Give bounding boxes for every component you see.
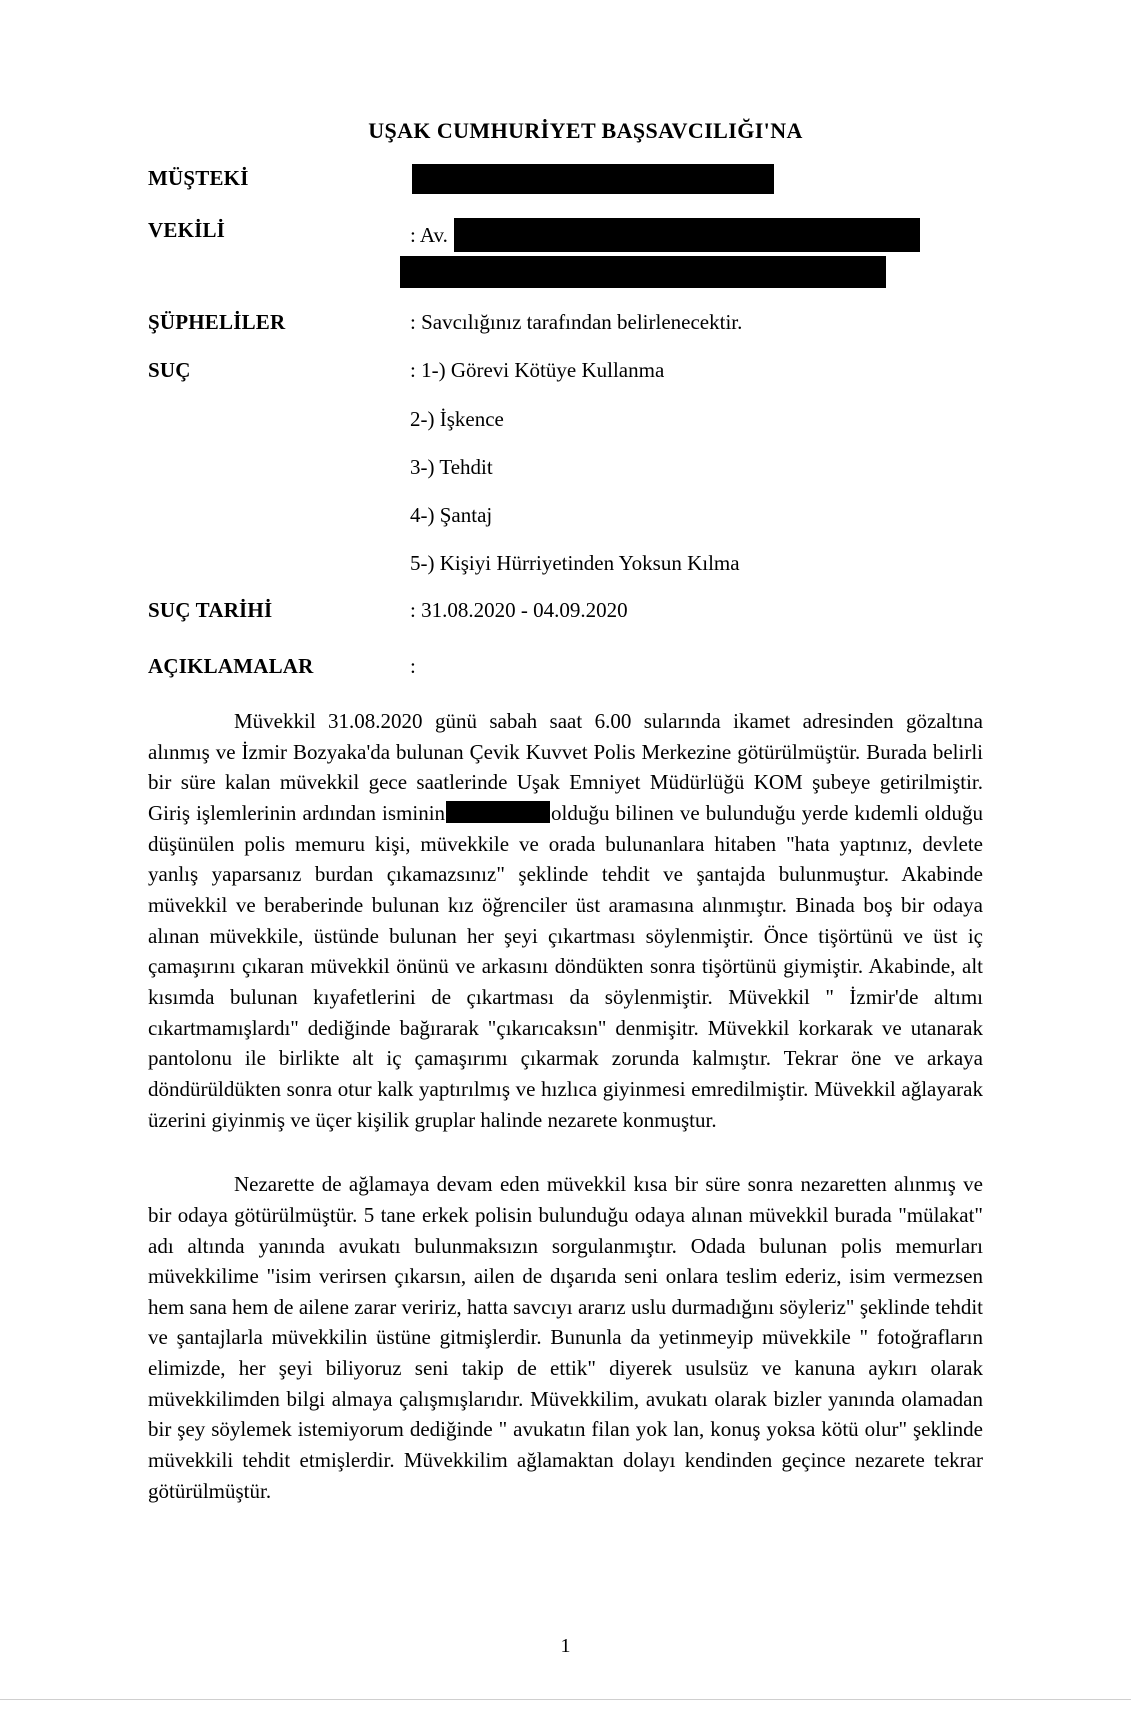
field-row-suc-tarihi [0, 598, 1131, 624]
field-row-aciklamalar [0, 654, 1131, 680]
suc-item-5: 5-) Kişiyi Hürriyetinden Yoksun Kılma [410, 551, 740, 575]
aciklamalar-label: AÇIKLAMALAR [148, 654, 314, 678]
redaction-block-vekili-2 [400, 256, 886, 288]
field-row-suc [0, 358, 1131, 384]
musteki-label: MÜŞTEKİ [148, 166, 249, 190]
suc-tarihi-value: : 31.08.2020 - 04.09.2020 [410, 598, 628, 622]
redaction-block-musteki [412, 164, 774, 194]
suc-item-2: 2-) İşkence [410, 407, 504, 431]
supheliler-label: ŞÜPHELİLER [148, 310, 286, 334]
redaction-block-inline-name [446, 801, 550, 823]
footer-divider [0, 1699, 1131, 1700]
supheliler-value: : Savcılığınız tarafından belirlenecektir. [410, 310, 743, 334]
paragraph-1-part-2: olduğu bilinen ve bulunduğu yerde kıdemli olduğu düşünülen polis memuru kişi, müvekkile ve orada bulunanlara hitaben "hata yaptınız, devlete yanlış yaparsanız burdan çıkamazsınız" şeklinde tehdit ve şantajda bulunmuştur. Akabinde müvekkil ve beraberinde bulunan kız öğrenciler üst aramasına alınmıştır. Binada boş bir odaya alınan müvekkile, üstünde bulunan her şeyi çıkartması söylenmiştir. Önce tişörtünü ve üst iç çamaşırını çıkaran müvekkil önünü ve arkasını döndükten sonra tişörtünü giymiştir. Akabinde, alt kısımda bulunan kıyafetlerini de çıkartması da söylenmiştir. Müvekkil " İzmir'de altımı cıkartmamışlardı" dediğinde bağırarak "çıkarıcaksın" denmişitr. Müvekkil korkarak ve utanarak pantolonu ile birlikte alt iç çamaşırımı çıkarmak zorunda kalmıştır. Tekrar öne ve arkaya döndürüldükten sonra otur kalk yaptırılmış ve hızlıca giyinmesi emredilmiştir. Müvekkil ağlayarak üzerini giyinmiş ve üçer kişilik gruplar halinde nezarete konmuştur. [148, 800, 983, 1132]
field-row-vekili [0, 218, 1131, 288]
musteki-value [410, 166, 1131, 196]
field-row-musteki [0, 166, 1131, 196]
aciklamalar-value: : [410, 654, 416, 678]
suc-item-3: 3-) Tehdit [410, 455, 493, 479]
suc-value-first: : 1-) Görevi Kötüye Kullanma [410, 358, 665, 382]
page-number: 1 [560, 1635, 571, 1657]
vekili-value [410, 218, 1131, 288]
vekili-label: VEKİLİ [148, 218, 226, 242]
page-title: UŞAK CUMHURİYET BAŞSAVCILIĞI'NA [368, 118, 803, 143]
paragraph-1-part-1: Müvekkil 31.08.2020 günü sabah saat 6.00 sularında ikamet adresinden gözaltına alınmış ve İzmir Bozyaka'da bulunan Çevik Kuvvet Polis Merkezine götürülmüştür. Burada belirli bir süre kalan müvekkil gece saatlerinde Uşak Emniyet Müdürlüğü KOM şubeye getirilmiştir. Giriş işlemlerinin ardından isminin [148, 709, 983, 825]
redaction-block-vekili-1 [454, 218, 920, 252]
suc-item-4: 4-) Şantaj [410, 503, 493, 527]
paragraph-1 [148, 706, 983, 1135]
suc-label: SUÇ [148, 358, 191, 382]
paragraph-2: Nezarette de ağlamaya devam eden müvekkil kısa bir süre sonra nezaretten alınmış ve bir odaya götürülmüştür. 5 tane erkek polisin bulunduğu odaya alınan müvekkil burada "mülakat" adı altında yanında avukatı bulunmaksızın sorgulanmıştır. Odada bulunan polis memurları müvekkilime "isim verirsen çıkarsın, ailen de dışarıda seni onlara teslim ederiz, isim vermezsen hem sana hem de ailene zarar veririz, hatta savcıyı ararız uslu durmadığını söyleriz" şeklinde tehdit ve şantajlarla müvekkilin üstüne gitmişlerdir. Bununla da yetinmeyip müvekkile " fotoğrafların elimizde, her şeyi biliyoruz seni takip de ettik" diyerek usulsüz ve kanuna aykırı olarak müvekkilimden bilgi almaya çalışmışlarıdır. Müvekkilim, avukatı olarak bizler yanında olamadan bir şey söylemek istemiyorum dediğinde " avukatın filan yok lan, konuş yoksa kötü olur" şeklinde müvekkili tehdit etmişlerdir. Müvekkilim ağlamaktan dolayı kendinden geçince nezarete tekrar götürülmüştür. [148, 1172, 983, 1503]
field-row-supheliler [0, 310, 1131, 336]
suc-tarihi-label: SUÇ TARİHİ [148, 598, 273, 622]
document-page [0, 118, 1131, 1718]
vekili-value-text: : Av. [410, 222, 448, 247]
